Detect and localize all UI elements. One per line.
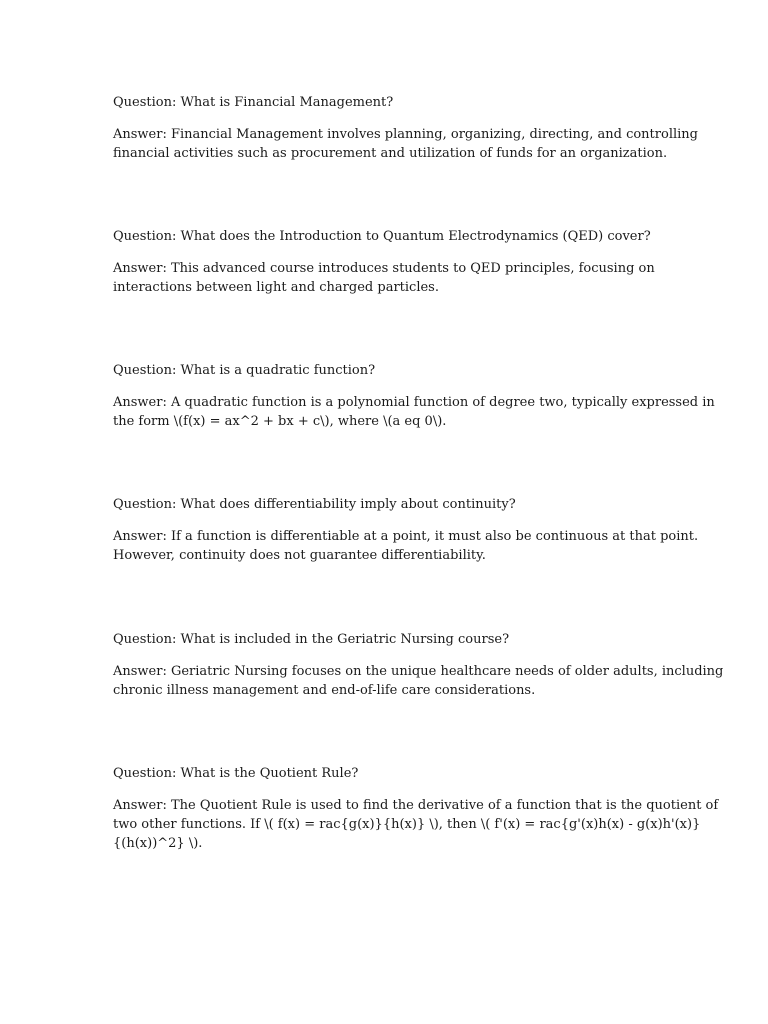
question-text: Question: What is the Quotient Rule?: [113, 766, 359, 781]
answer-line: two other functions. If \( f(x) = rac{g(x)}{h(x)} \), then \( f'(x) = rac{g'(x)h(x) - g(x)h'(x)}: [113, 817, 701, 832]
answer-line: financial activities such as procurement and utilization of funds for an organization.: [113, 146, 668, 161]
answer-text: [113, 662, 724, 700]
answer-line: However, continuity does not guarantee differentiability.: [113, 548, 486, 563]
answer-line: chronic illness management and end-of-life care considerations.: [113, 683, 536, 698]
answer-text: [113, 393, 715, 431]
question-text: Question: What is included in the Geriatric Nursing course?: [113, 632, 510, 647]
answer-line: Answer: If a function is differentiable at a point, it must also be continuous at that point.: [113, 529, 699, 544]
question-text: Question: What is a quadratic function?: [113, 363, 376, 378]
answer-line: {(h(x))^2} \).: [113, 836, 203, 851]
qa-block-geriatric-nursing: [113, 630, 724, 700]
answer-line: the form \(f(x) = ax^2 + bx + c\), where \(a eq 0\).: [113, 414, 447, 429]
answer-line: Answer: Financial Management involves planning, organizing, directing, and controlling: [113, 127, 698, 142]
answer-line: Answer: This advanced course introduces students to QED principles, focusing on: [113, 261, 655, 276]
qa-block-qed: [113, 227, 658, 297]
answer-text: [113, 125, 698, 163]
answer-text: [113, 796, 719, 853]
answer-text: [113, 259, 658, 297]
answer-line: interactions between light and charged particles.: [113, 280, 439, 295]
qa-block-quadratic-function: [113, 361, 715, 431]
question-text: Question: What is Financial Management?: [113, 95, 394, 110]
qa-block-differentiability: [113, 495, 699, 565]
answer-line: Answer: Geriatric Nursing focuses on the unique healthcare needs of older adults, including: [113, 664, 724, 679]
answer-line: Answer: The Quotient Rule is used to find the derivative of a function that is the quotient of: [113, 798, 719, 813]
answer-line: Answer: A quadratic function is a polynomial function of degree two, typically expressed in: [113, 395, 715, 410]
question-text: Question: What does the Introduction to Quantum Electrodynamics (QED) cover?: [113, 229, 651, 244]
qa-block-financial-management: [113, 93, 698, 163]
qa-block-quotient-rule: [113, 764, 719, 853]
question-text: Question: What does differentiability imply about continuity?: [113, 497, 516, 512]
answer-text: [113, 527, 699, 565]
